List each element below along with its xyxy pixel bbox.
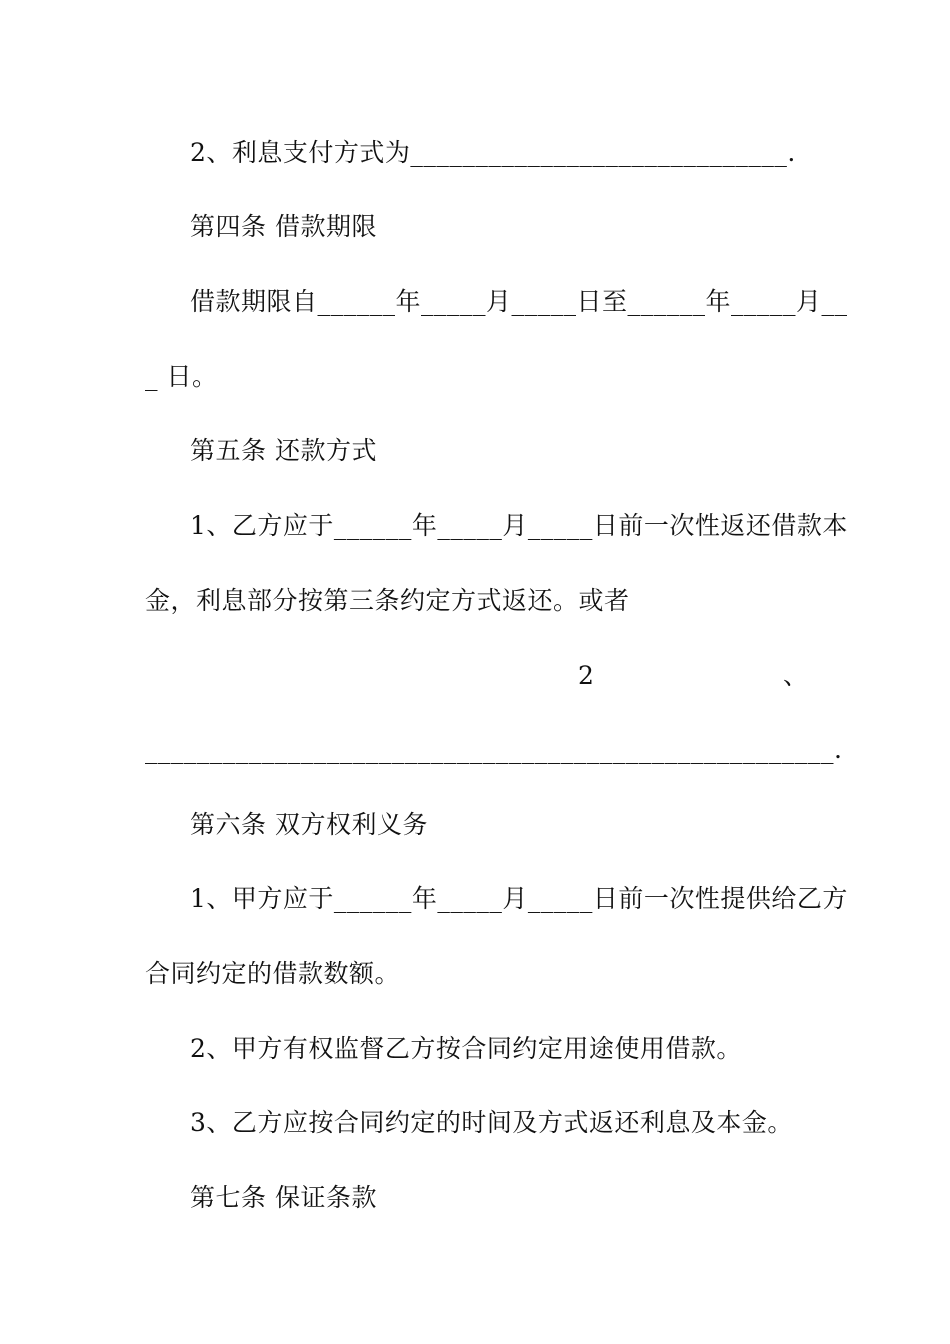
article-4-heading: 第四条 借款期限 xyxy=(190,212,377,241)
article-7-heading: 第七条 保证条款 xyxy=(190,1183,377,1212)
repayment-clause-2-number: 2 xyxy=(578,661,595,690)
article-6-heading: 第六条 双方权利义务 xyxy=(190,810,428,839)
repayment-clause-1-line: 1、乙方应于______年_____月_____日前一次性返还借款本 xyxy=(190,511,848,540)
interest-payment-method-line: 2、利息支付方式为_____________________________. xyxy=(190,138,796,167)
repayment-clause-2-blank: _____________________________________________________. xyxy=(145,735,843,764)
obligation-clause-3-line: 3、乙方应按合同约定的时间及方式返还利息及本金。 xyxy=(190,1108,793,1137)
loan-term-line: 借款期限自______年_____月_____日至______年_____月__ xyxy=(190,287,848,316)
repayment-clause-2-separator: 、 xyxy=(783,661,809,690)
repayment-clause-1-continued: 金，利息部分按第三条约定方式返还。或者 xyxy=(145,586,630,615)
article-5-heading: 第五条 还款方式 xyxy=(190,436,377,465)
obligation-clause-1-line: 1、甲方应于______年_____月_____日前一次性提供给乙方 xyxy=(190,884,848,913)
loan-term-line-continued: _ 日。 xyxy=(145,362,218,391)
obligation-clause-1-continued: 合同约定的借款数额。 xyxy=(145,959,401,988)
obligation-clause-2-line: 2、甲方有权监督乙方按合同约定用途使用借款。 xyxy=(190,1034,742,1063)
